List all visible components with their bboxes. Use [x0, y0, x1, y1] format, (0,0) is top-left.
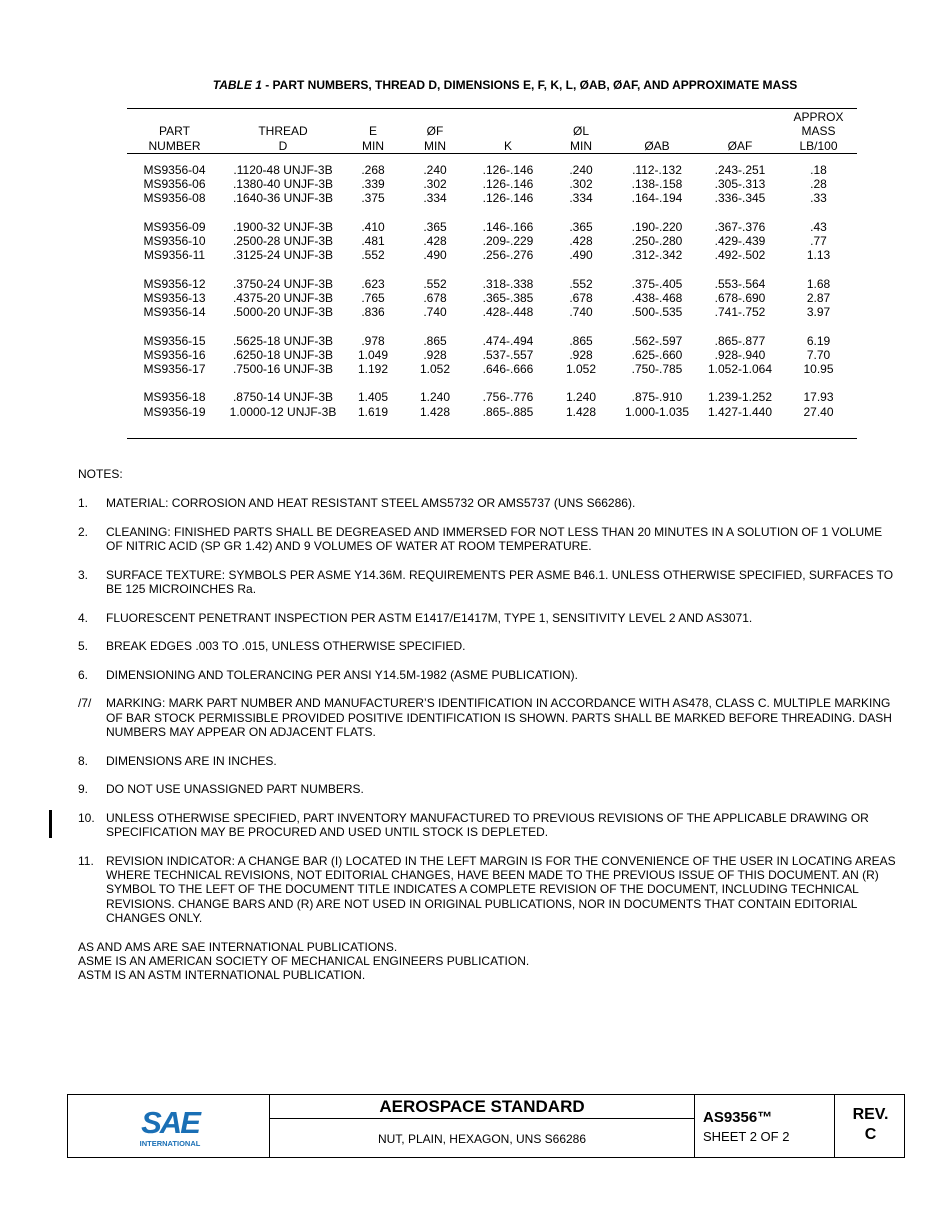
table-cell: .928-.940 [714, 347, 766, 362]
table-cell: MS9356-09 [143, 219, 206, 234]
column-header: MIN [402, 139, 468, 154]
column-header [614, 124, 700, 138]
column-header: NUMBER [127, 139, 222, 154]
header-row [127, 139, 857, 154]
note-item [78, 754, 898, 768]
table-title [0, 78, 950, 92]
table-cell: .410 [361, 219, 385, 234]
table-cell: .5000-20 UNJF-3B [232, 305, 334, 320]
row-spacer [127, 206, 857, 220]
note-item [78, 854, 898, 925]
note-text: DIMENSIONING AND TOLERANCING PER ANSI Y14.5M-1982 (ASME PUBLICATION). [106, 667, 578, 682]
table-cell: .365 [423, 219, 447, 234]
publication-line: ASME IS AN AMERICAN SOCIETY OF MECHANICAL ENGINEERS PUBLICATION. [78, 953, 530, 968]
table-cell: 7.70 [806, 347, 831, 362]
table-cell: 1.13 [806, 248, 831, 263]
table-row [127, 277, 857, 291]
table-cell: .256-.276 [482, 248, 534, 263]
row-spacer [127, 263, 857, 277]
column-header: THREAD [258, 124, 308, 139]
table-title-rest: - PART NUMBERS, THREAD D, DIMENSIONS E, F, K, L, ØAB, ØAF, AND APPROXIMATE MASS [261, 78, 798, 92]
note-item [78, 639, 898, 653]
notes-section [78, 467, 898, 982]
table-cell: .765 [361, 290, 385, 305]
note-number: 8. [78, 753, 89, 768]
table-cell: .7500-16 UNJF-3B [232, 362, 334, 377]
sheet-number: SHEET 2 OF 2 [703, 1129, 790, 1144]
table-cell: .875-.910 [631, 390, 683, 405]
table-cell: .1640-36 UNJF-3B [232, 191, 334, 206]
table-cell: .240 [423, 162, 447, 177]
table-cell: .429-.439 [714, 234, 766, 249]
table-cell: MS9356-11 [143, 248, 206, 263]
table-row [127, 248, 857, 262]
table-row [127, 191, 857, 205]
row-spacer [127, 419, 857, 427]
table-cell: .334 [569, 191, 593, 206]
column-header [548, 110, 614, 124]
table-cell: .146-.166 [482, 219, 534, 234]
revision-label: REV. [852, 1106, 889, 1123]
parts-table [127, 110, 857, 427]
publication-line: AS AND AMS ARE SAE INTERNATIONAL PUBLICATIONS. [78, 939, 398, 954]
change-bar [49, 810, 52, 838]
note-number: 9. [78, 782, 89, 797]
note-text: UNLESS OTHERWISE SPECIFIED, PART INVENTORY MANUFACTURED TO PREVIOUS REVISIONS OF THE APPLICABLE DRAWING OR SPECIFICATION MAY BE PROCURED AND USED UNTIL STOCK IS DEPLETED. [106, 810, 869, 840]
table-cell: .490 [423, 248, 447, 263]
column-header [700, 124, 780, 138]
sae-logo-mark: SAE [141, 1105, 199, 1140]
table-cell: .552 [361, 248, 385, 263]
column-header: ØAB [614, 139, 700, 154]
table-cell: .77 [810, 234, 827, 249]
note-text: BREAK EDGES .003 TO .015, UNLESS OTHERWISE SPECIFIED. [106, 639, 466, 654]
table-cell: 1.240 [565, 390, 597, 405]
table-cell: .865-.877 [714, 333, 766, 348]
note-item [78, 811, 898, 840]
title-block [67, 1094, 905, 1158]
note-number: 11. [78, 853, 94, 868]
table-cell: .623 [361, 276, 385, 291]
row-spacer [127, 153, 857, 163]
table-cell: .243-.251 [714, 162, 766, 177]
table-cell: 1.428 [419, 404, 451, 419]
notes-list [78, 496, 898, 925]
table-cell: .2500-28 UNJF-3B [232, 234, 334, 249]
table-cell: .428 [423, 234, 447, 249]
table-cell: MS9356-06 [143, 177, 206, 192]
table-cell: 1.427-1.440 [707, 404, 773, 419]
note-item [78, 568, 898, 597]
table-cell: .625-.660 [631, 347, 683, 362]
note-item [78, 668, 898, 682]
publications-list [78, 940, 898, 983]
column-header: APPROX [793, 110, 844, 124]
column-header: ØF [426, 124, 444, 139]
table-cell: .750-.785 [631, 362, 683, 377]
table-cell: .302 [569, 177, 593, 192]
table-row [127, 334, 857, 348]
table-cell: .336-.345 [714, 191, 766, 206]
column-header [468, 110, 548, 124]
table-cell: .865-.885 [482, 404, 534, 419]
table-cell: .865 [423, 333, 447, 348]
column-header [700, 110, 780, 124]
table-cell: .552 [423, 276, 447, 291]
table-cell: .646-.666 [482, 362, 534, 377]
table-cell: .8750-14 UNJF-3B [232, 390, 334, 405]
table-cell: 1.052 [565, 362, 597, 377]
table-cell: .126-.146 [482, 177, 534, 192]
table-cell: 1.239-1.252 [707, 390, 773, 405]
table-cell: 1.049 [357, 347, 389, 362]
table-cell: .339 [361, 177, 385, 192]
table-cell: .3125-24 UNJF-3B [232, 248, 334, 263]
table-cell: .190-.220 [631, 219, 683, 234]
table-cell: 1.0000-12 UNJF-3B [229, 404, 337, 419]
table-cell: 1.428 [565, 404, 597, 419]
table-cell: .138-.158 [631, 177, 683, 192]
note-text: MARKING: MARK PART NUMBER AND MANUFACTURER’S IDENTIFICATION IN ACCORDANCE WITH AS478, CLASS C. MULTIPLE MARKING OF BAR STOCK PERMISSIBLE PROVIDED POSITIVE IDENTIFICATION IS SHOWN. PARTS SHALL BE MARKED BEFORE THREADING. DASH NUMBERS MAY APPEAR ON ADJACENT FLATS. [106, 696, 892, 740]
table-cell: 2.87 [806, 290, 831, 305]
table-cell: 1.052-1.064 [707, 362, 773, 377]
table-cell: .112-.132 [632, 162, 682, 177]
column-header [222, 110, 344, 124]
table-cell: 1.052 [419, 362, 451, 377]
note-item [78, 496, 898, 510]
table-cell: 3.97 [806, 305, 831, 320]
table-cell: .240 [569, 162, 593, 177]
table-cell: .305-.313 [714, 177, 766, 192]
note-number: 6. [78, 667, 89, 682]
table-cell: .740 [569, 305, 593, 320]
column-header: MASS [801, 124, 836, 139]
table-cell: .164-.194 [631, 191, 683, 206]
title-block-logo-cell [68, 1095, 270, 1157]
table-cell: MS9356-10 [143, 234, 206, 249]
table-cell: .365 [569, 219, 593, 234]
table-cell: .562-.597 [631, 333, 683, 348]
column-header: ØL [572, 124, 589, 139]
note-item [78, 611, 898, 625]
table-cell: .678 [423, 290, 447, 305]
table-row [127, 348, 857, 362]
header-row [127, 110, 857, 124]
table-cell: 27.40 [803, 404, 834, 419]
table-cell: .268 [361, 162, 385, 177]
table-cell: MS9356-04 [143, 162, 206, 177]
note-text: FLUORESCENT PENETRANT INSPECTION PER ASTM E1417/E1417M, TYPE 1, SENSITIVITY LEVEL 2 AND AS3071. [106, 610, 753, 625]
table-cell: MS9356-16 [143, 347, 206, 362]
table-cell: .552 [569, 276, 593, 291]
column-header: ØAF [700, 139, 780, 154]
sae-logo [136, 1103, 204, 1149]
column-header: PART [159, 124, 190, 139]
column-header [344, 110, 402, 124]
table-cell: 10.95 [803, 362, 834, 377]
table-cell: .6250-18 UNJF-3B [232, 347, 334, 362]
table-cell: .28 [810, 177, 827, 192]
table-cell: .500-.535 [631, 305, 683, 320]
table-cell: 1.405 [357, 390, 389, 405]
title-block-doc-cell [695, 1095, 835, 1157]
table-cell: .741-.752 [714, 305, 766, 320]
table-cell: .492-.502 [714, 248, 766, 263]
table-cell: .836 [361, 305, 385, 320]
table-row [127, 220, 857, 234]
column-header: D [222, 139, 344, 154]
table-title-lead: TABLE 1 [212, 78, 262, 92]
table-cell: .33 [810, 191, 827, 206]
note-item [78, 696, 898, 739]
table-row [127, 405, 857, 419]
note-item [78, 782, 898, 796]
note-number: 10. [78, 810, 95, 825]
table-cell: .375-.405 [631, 276, 683, 291]
part-title: NUT, PLAIN, HEXAGON, UNS S66286 [377, 1132, 587, 1146]
title-block-rev-cell [835, 1095, 906, 1157]
table-cell: .490 [569, 248, 593, 263]
table-cell: .209-.229 [482, 234, 534, 249]
table-row [127, 362, 857, 376]
sae-logo-international: INTERNATIONAL [139, 1139, 201, 1148]
row-spacer [127, 320, 857, 334]
note-text: CLEANING: FINISHED PARTS SHALL BE DEGREASED AND IMMERSED FOR NOT LESS THAN 20 MINUTES IN A SOLUTION OF 1 VOLUME OF NITRIC ACID (SP GR 1.42) AND 9 VOLUMES OF WATER AT ROOM TEMPERATURE. [106, 524, 883, 554]
note-item [78, 525, 898, 554]
table-cell: .375 [361, 191, 385, 206]
note-text: REVISION INDICATOR: A CHANGE BAR (I) LOCATED IN THE LEFT MARGIN IS FOR THE CONVENIENCE OF THE USER IN LOCATING AREAS WHERE TECHNICAL REVISIONS, NOT EDITORIAL CHANGES, HAVE BEEN MADE TO THE PREVIOUS ISSUE OF THIS DOCUMENT. AN (R) SYMBOL TO THE LEFT OF THE DOCUMENT TITLE INDICATES A COMPLETE REVISION OF THE DOCUMENT, INCLUDING TECHNICAL REVISIONS. CHANGE BARS AND (R) ARE NOT USED IN ORIGINAL PUBLICATIONS, NOR IN DOCUMENTS THAT CONTAIN EDITORIAL CHANGES ONLY. [106, 853, 896, 925]
table-cell: .4375-20 UNJF-3B [232, 290, 334, 305]
table-cell: .367-.376 [714, 219, 766, 234]
revision-value: C [864, 1126, 877, 1143]
publication-line: ASTM IS AN ASTM INTERNATIONAL PUBLICATION. [78, 968, 366, 983]
column-header: MIN [548, 139, 614, 154]
note-text: MATERIAL: CORROSION AND HEAT RESISTANT STEEL AMS5732 OR AMS5737 (UNS S66286). [106, 496, 636, 511]
table-cell: .740 [423, 305, 447, 320]
table-cell: MS9356-17 [143, 362, 206, 377]
table-cell: .250-.280 [631, 234, 683, 249]
table-cell: .1900-32 UNJF-3B [232, 219, 334, 234]
note-number: 4. [78, 610, 89, 625]
column-header [468, 124, 548, 138]
table-cell: 1.000-1.035 [624, 404, 690, 419]
table-row [127, 234, 857, 248]
table-row [127, 390, 857, 404]
table-cell: 6.19 [806, 333, 831, 348]
table-cell: .1380-40 UNJF-3B [232, 177, 334, 192]
column-header: LB/100 [780, 139, 857, 154]
table-cell: .334 [423, 191, 447, 206]
table-cell: .365-.385 [482, 290, 534, 305]
table-top-rule [127, 108, 857, 109]
note-text: DO NOT USE UNASSIGNED PART NUMBERS. [106, 782, 364, 797]
table-row [127, 291, 857, 305]
table-cell: .865 [569, 333, 593, 348]
table-cell: .126-.146 [482, 162, 534, 177]
note-number: 3. [78, 567, 89, 582]
table-cell: MS9356-19 [143, 404, 206, 419]
table-cell: 1.240 [419, 390, 451, 405]
table-cell: .312-.342 [631, 248, 683, 263]
document-number: AS9356™ [703, 1109, 773, 1126]
table-cell: .474-.494 [482, 333, 534, 348]
column-header: MIN [344, 139, 402, 154]
table-cell: .18 [810, 162, 827, 177]
table-cell: .3750-24 UNJF-3B [232, 276, 334, 291]
note-number: 2. [78, 524, 89, 539]
standard-type: AEROSPACE STANDARD [270, 1095, 694, 1119]
table-cell: 1.192 [357, 362, 389, 377]
table-cell: .428-.448 [482, 305, 534, 320]
table-cell: .678 [569, 290, 593, 305]
column-header: E [368, 124, 377, 139]
table-cell: MS9356-14 [143, 305, 206, 320]
title-block-title-cell [270, 1095, 695, 1157]
table-cell: .756-.776 [482, 390, 534, 405]
note-number: 5. [78, 639, 89, 654]
table-cell: .43 [810, 219, 827, 234]
table-cell: .1120-48 UNJF-3B [233, 162, 333, 177]
column-header [614, 110, 700, 124]
table-cell: 1.619 [357, 404, 389, 419]
table-cell: .678-.690 [714, 290, 766, 305]
table-row [127, 163, 857, 177]
table-cell: .126-.146 [482, 191, 534, 206]
table-cell: .978 [361, 333, 385, 348]
table-row [127, 305, 857, 319]
table-bottom-rule [127, 438, 857, 439]
table-cell: .438-.468 [631, 290, 683, 305]
table-cell: .928 [423, 347, 447, 362]
table-cell: 17.93 [803, 390, 834, 405]
table-cell: .302 [423, 177, 447, 192]
table-cell: .481 [361, 234, 385, 249]
column-header [402, 110, 468, 124]
table-cell: MS9356-15 [143, 333, 206, 348]
note-text: SURFACE TEXTURE: SYMBOLS PER ASME Y14.36M. REQUIREMENTS PER ASME B46.1. UNLESS OTHERWISE SPECIFIED, SURFACES TO BE 125 MICROINCHES Ra. [106, 567, 894, 597]
note-number: /7/ [78, 696, 92, 711]
table-cell: .553-.564 [714, 276, 766, 291]
column-header [127, 110, 222, 124]
table-cell: MS9356-13 [143, 290, 206, 305]
table-cell: .537-.557 [482, 347, 534, 362]
table-cell: MS9356-08 [143, 191, 206, 206]
table-cell: .318-.338 [482, 276, 534, 291]
note-number: 1. [78, 496, 89, 511]
column-header: K [468, 139, 548, 154]
notes-heading: NOTES: [78, 467, 123, 481]
header-row [127, 124, 857, 138]
table-cell: MS9356-18 [143, 390, 206, 405]
note-text: DIMENSIONS ARE IN INCHES. [106, 753, 277, 768]
table-cell: MS9356-12 [143, 276, 206, 291]
table-cell: .428 [569, 234, 593, 249]
table-cell: .928 [569, 347, 593, 362]
table-cell: 1.68 [806, 276, 831, 291]
row-spacer [127, 376, 857, 390]
table-cell: .5625-18 UNJF-3B [232, 333, 334, 348]
table-row [127, 177, 857, 191]
